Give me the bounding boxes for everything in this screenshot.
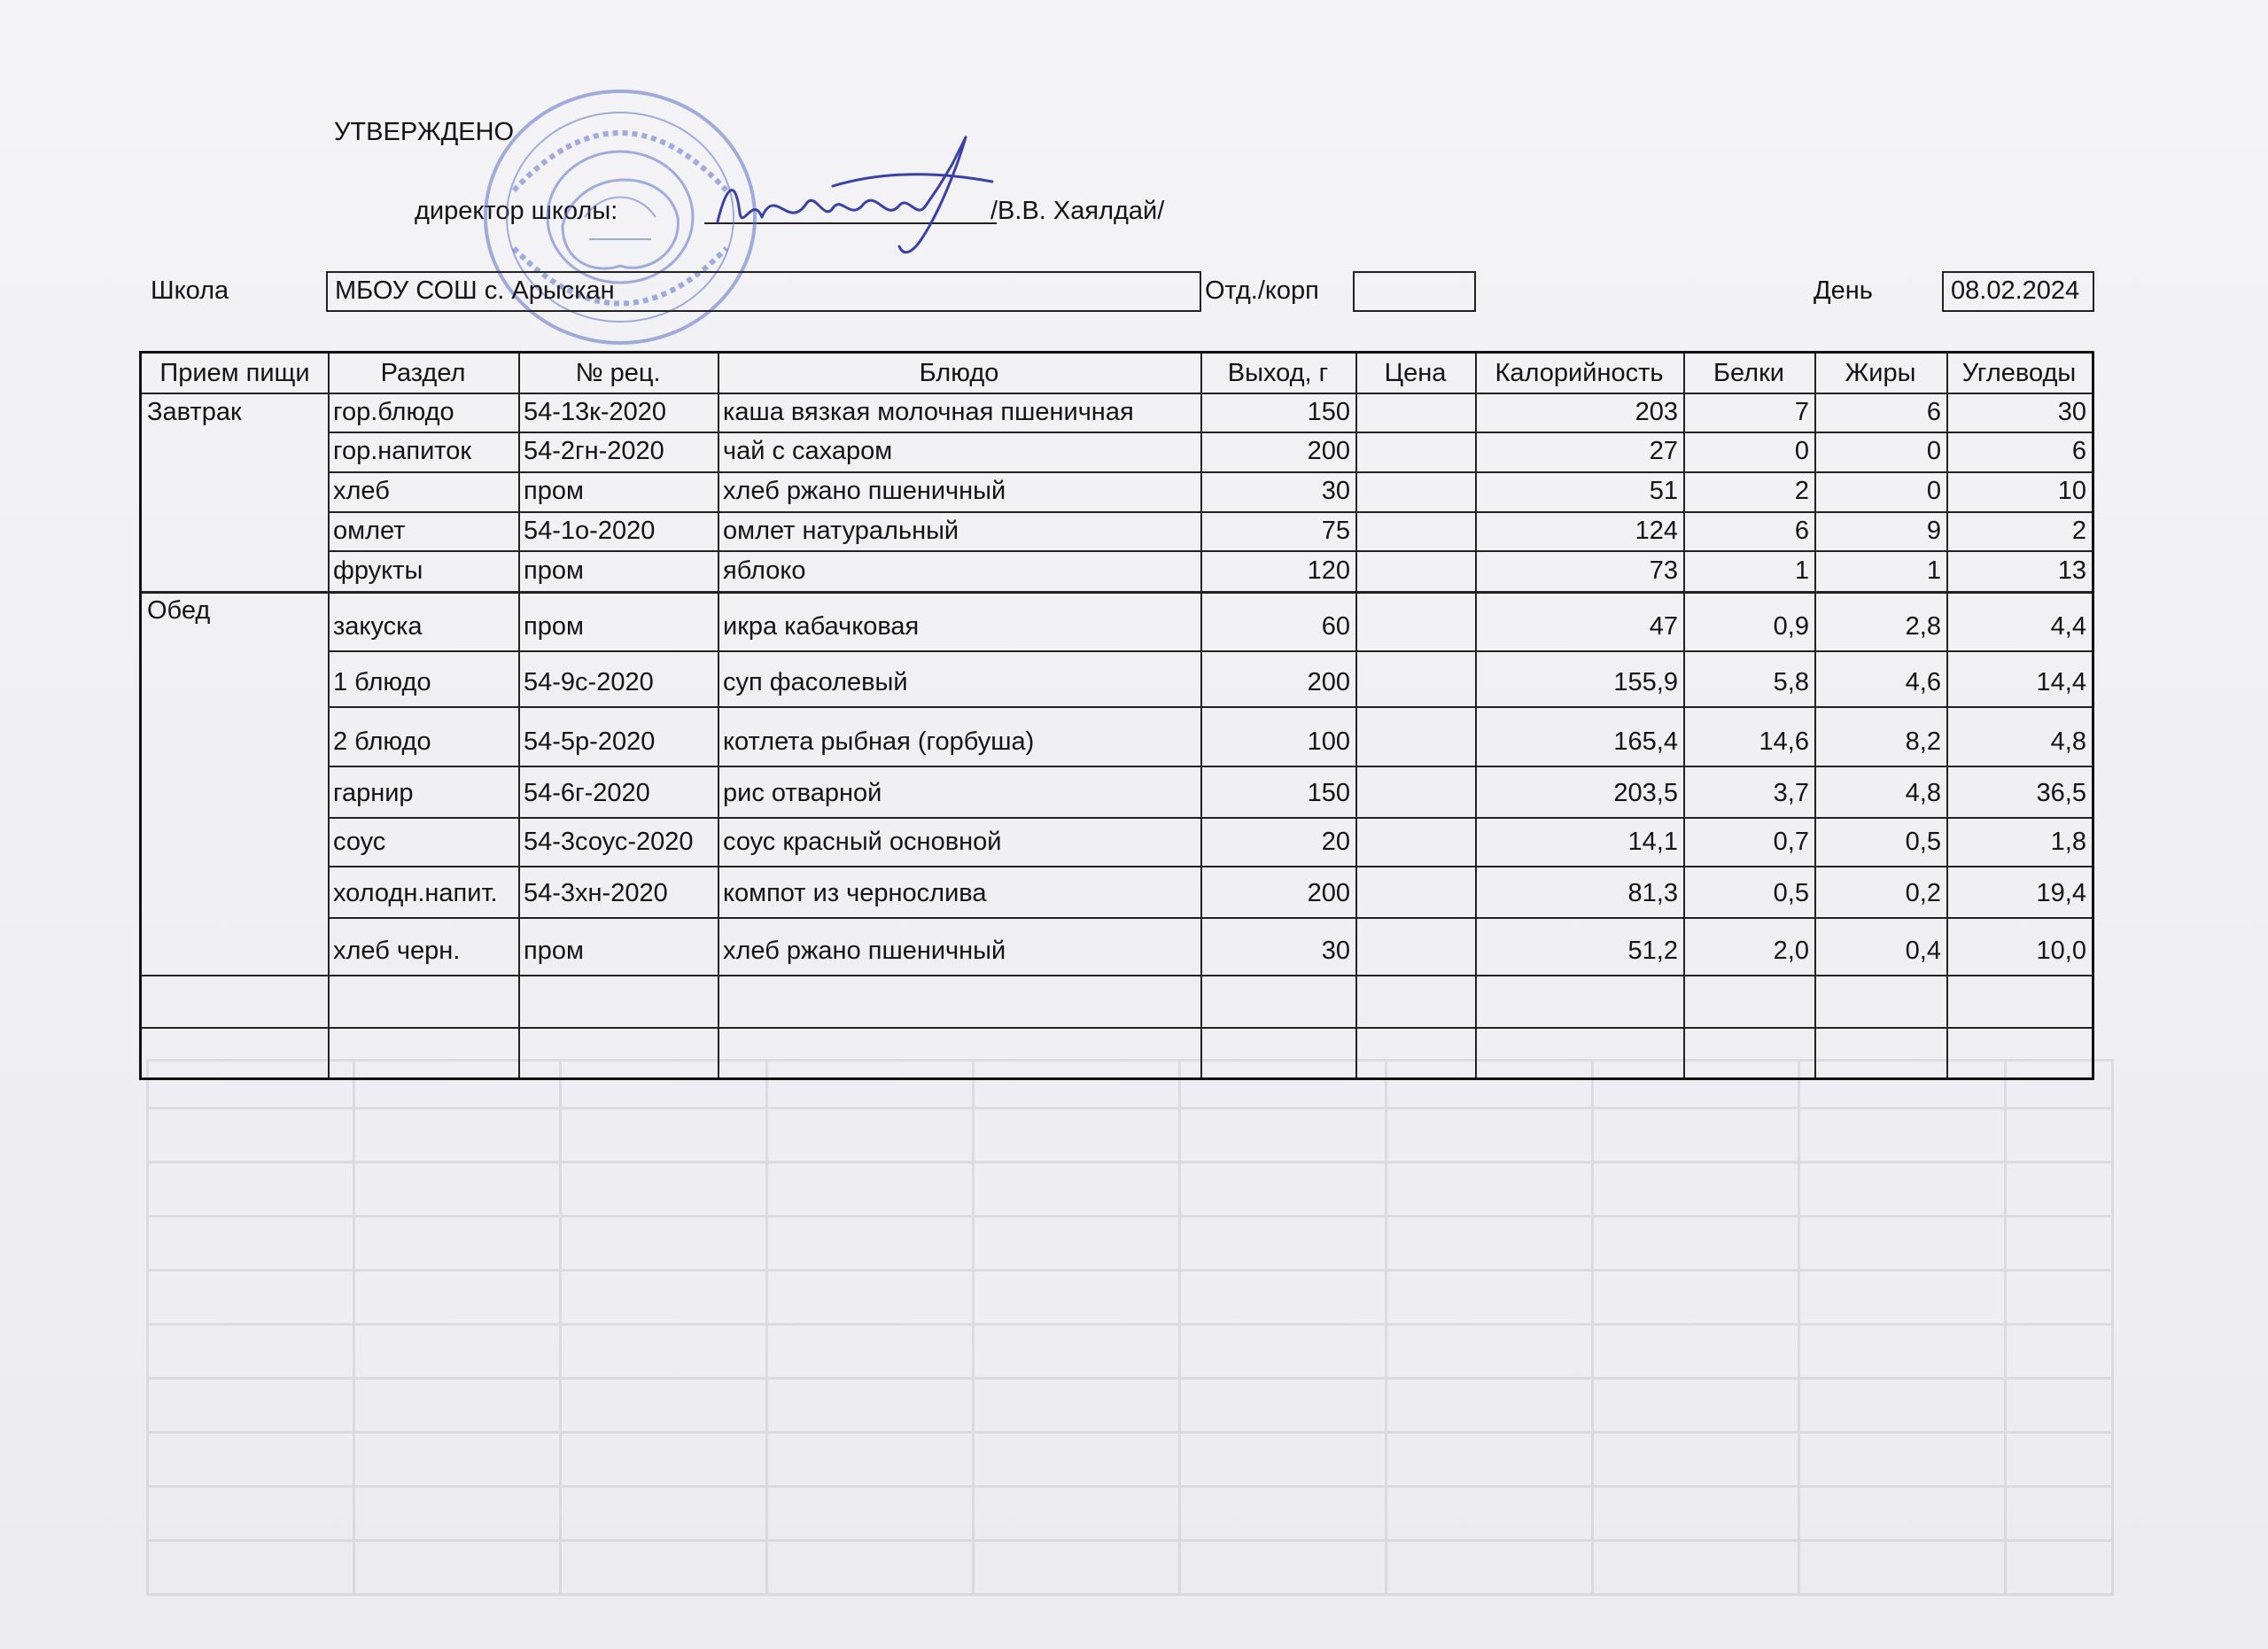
cell-weight: 200 <box>1307 879 1350 907</box>
cell-fat: 0 <box>1926 437 1941 465</box>
cell-carbs: 4,8 <box>2050 727 2086 756</box>
cell-protein: 6 <box>1794 517 1809 545</box>
cell-carbs: 2 <box>2071 517 2086 545</box>
cell-dish: икра кабачковая <box>723 612 920 641</box>
cell-section <box>328 1027 518 1077</box>
cell-kcal: 165,4 <box>1613 727 1678 756</box>
cell-protein: 7 <box>1794 398 1809 426</box>
cell-carbs: 13 <box>2057 556 2086 585</box>
cell-kcal: 81,3 <box>1627 879 1678 907</box>
cell-dish: омлет натуральный <box>723 517 959 545</box>
cell-weight: 30 <box>1321 937 1350 965</box>
cell-section: соус <box>333 828 386 856</box>
cell-meal <box>142 975 328 1027</box>
handwritten-signature-icon <box>700 133 1019 266</box>
cell-dish <box>718 975 1200 1027</box>
column-header-kcal: Калорийность <box>1495 359 1664 387</box>
cell-meal <box>142 650 328 706</box>
cell-fat: 0,5 <box>1905 828 1941 856</box>
cell-protein <box>1683 1027 1814 1077</box>
cell-meal: Обед <box>147 596 211 625</box>
cell-recipe: 54-1о-2020 <box>524 517 656 545</box>
cell-kcal: 73 <box>1649 556 1678 585</box>
column-header-protein: Белки <box>1713 359 1784 387</box>
cell-carbs: 30 <box>2057 398 2086 426</box>
cell-carbs: 6 <box>2071 437 2086 465</box>
cell-fat <box>1814 1027 1946 1077</box>
cell-section: гор.напиток <box>333 437 472 465</box>
cell-price <box>1355 817 1475 866</box>
cell-recipe <box>518 975 718 1027</box>
cell-fat: 4,8 <box>1905 779 1941 807</box>
cell-fat: 6 <box>1926 398 1941 426</box>
cell-price <box>1355 393 1475 432</box>
cell-price <box>1355 650 1475 706</box>
cell-fat <box>1814 975 1946 1027</box>
cell-meal <box>142 471 328 511</box>
cell-fat: 2,8 <box>1905 612 1941 641</box>
column-header-weight: Выход, г <box>1227 359 1329 387</box>
column-header-meal: Прием пищи <box>159 359 310 387</box>
cell-weight: 200 <box>1307 668 1350 696</box>
cell-carbs: 4,4 <box>2050 612 2086 641</box>
cell-recipe: пром <box>524 937 584 965</box>
cell-protein: 1 <box>1794 556 1809 585</box>
column-header-dish: Блюдо <box>919 359 999 387</box>
cell-kcal: 51,2 <box>1627 937 1678 965</box>
cell-kcal: 155,9 <box>1613 668 1678 696</box>
cell-weight: 120 <box>1307 556 1350 585</box>
column-header-price: Цена <box>1384 359 1447 387</box>
branch-field <box>1353 271 1476 312</box>
cell-weight: 100 <box>1307 727 1350 756</box>
cell-dish: хлеб ржано пшеничный <box>723 477 1006 505</box>
cell-protein: 0,5 <box>1773 879 1809 907</box>
cell-price <box>1355 866 1475 917</box>
cell-meal <box>142 432 328 471</box>
cell-price <box>1355 550 1475 591</box>
cell-section: хлеб черн. <box>333 937 461 965</box>
day-label: День <box>1814 276 1873 305</box>
cell-meal <box>142 817 328 866</box>
cell-kcal <box>1475 975 1683 1027</box>
cell-dish: компот из чернослива <box>723 879 987 907</box>
director-name: /В.В. Хаялдай/ <box>990 197 1165 225</box>
cell-kcal: 203,5 <box>1613 779 1678 807</box>
cell-recipe: 54-9с-2020 <box>524 668 654 696</box>
branch-label: Отд./корп <box>1205 276 1319 305</box>
cell-weight: 30 <box>1321 477 1350 505</box>
cell-recipe <box>518 1027 718 1077</box>
cell-protein: 3,7 <box>1773 779 1809 807</box>
cell-section: холодн.напит. <box>333 879 498 907</box>
cell-carbs: 36,5 <box>2036 779 2086 807</box>
cell-protein: 0,9 <box>1773 612 1809 641</box>
cell-meal: Завтрак <box>147 398 242 426</box>
director-label: директор школы: <box>415 197 618 225</box>
day-field: 08.02.2024 <box>1942 271 2094 312</box>
cell-dish: чай с сахаром <box>723 437 893 465</box>
cell-carbs: 10 <box>2057 477 2086 505</box>
cell-recipe: 54-2гн-2020 <box>524 437 664 465</box>
cell-weight <box>1200 975 1355 1027</box>
cell-weight: 200 <box>1307 437 1350 465</box>
cell-dish: хлеб ржано пшеничный <box>723 937 1006 965</box>
cell-weight: 150 <box>1307 779 1350 807</box>
cell-fat: 4,6 <box>1905 668 1941 696</box>
cell-fat: 1 <box>1926 556 1941 585</box>
cell-kcal: 51 <box>1649 477 1678 505</box>
cell-dish <box>718 1027 1200 1077</box>
cell-meal <box>142 1027 328 1077</box>
cell-meal <box>142 550 328 591</box>
cell-carbs: 1,8 <box>2050 828 2086 856</box>
cell-protein: 0,7 <box>1773 828 1809 856</box>
cell-price <box>1355 706 1475 766</box>
approved-label: УТВЕРЖДЕНО <box>334 118 515 146</box>
school-label: Школа <box>151 276 229 305</box>
cell-price <box>1355 432 1475 471</box>
cell-fat: 0,4 <box>1905 937 1941 965</box>
cell-dish: каша вязкая молочная пшеничная <box>723 398 1134 426</box>
school-field: МБОУ СОШ с. Арыскан <box>326 271 1201 312</box>
cell-weight <box>1200 1027 1355 1077</box>
cell-weight: 20 <box>1321 828 1350 856</box>
cell-section: гарнир <box>333 779 414 807</box>
cell-protein: 0 <box>1794 437 1809 465</box>
cell-protein: 5,8 <box>1773 668 1809 696</box>
cell-section: 2 блюдо <box>333 727 431 756</box>
cell-kcal: 27 <box>1649 437 1678 465</box>
cell-price <box>1355 471 1475 511</box>
cell-meal <box>142 511 328 550</box>
column-header-fat: Жиры <box>1845 359 1916 387</box>
cell-section <box>328 975 518 1027</box>
cell-recipe: пром <box>524 556 584 585</box>
cell-fat: 8,2 <box>1905 727 1941 756</box>
cell-recipe: 54-3соус-2020 <box>524 828 694 856</box>
column-header-carbs: Углеводы <box>1961 359 2077 387</box>
cell-dish: суп фасолевый <box>723 668 908 696</box>
cell-section: омлет <box>333 517 406 545</box>
cell-meal <box>142 866 328 917</box>
cell-price <box>1355 511 1475 550</box>
cell-recipe: 54-3хн-2020 <box>524 879 668 907</box>
cell-protein: 2,0 <box>1773 937 1809 965</box>
cell-carbs <box>1946 1027 2092 1077</box>
cell-price <box>1355 1027 1475 1077</box>
cell-weight: 150 <box>1307 398 1350 426</box>
cell-recipe: пром <box>524 477 584 505</box>
cell-dish: рис отварной <box>723 779 882 807</box>
cell-meal <box>142 706 328 766</box>
cell-section: закуска <box>333 612 423 641</box>
cell-price <box>1355 975 1475 1027</box>
cell-recipe: 54-6г-2020 <box>524 779 650 807</box>
cell-dish: яблоко <box>723 556 806 585</box>
cell-fat: 0 <box>1926 477 1941 505</box>
cell-price <box>1355 591 1475 650</box>
cell-protein: 2 <box>1794 477 1809 505</box>
cell-recipe: 54-5р-2020 <box>524 727 656 756</box>
cell-carbs: 14,4 <box>2036 668 2086 696</box>
menu-table <box>139 351 2094 1080</box>
cell-price <box>1355 766 1475 817</box>
cell-carbs: 19,4 <box>2036 879 2086 907</box>
column-header-section: Раздел <box>380 359 466 387</box>
cell-dish: соус красный основной <box>723 828 1002 856</box>
cell-kcal: 203 <box>1635 398 1678 426</box>
cell-fat: 9 <box>1926 517 1941 545</box>
cell-dish: котлета рыбная (горбуша) <box>723 727 1035 756</box>
cell-protein: 14,6 <box>1759 727 1809 756</box>
bleed-through-shadow <box>146 1059 2114 1596</box>
cell-weight: 75 <box>1321 517 1350 545</box>
cell-weight: 60 <box>1321 612 1350 641</box>
cell-kcal <box>1475 1027 1683 1077</box>
column-header-recipe: № рец. <box>575 359 661 387</box>
cell-price <box>1355 917 1475 975</box>
cell-recipe: пром <box>524 612 584 641</box>
cell-section: 1 блюдо <box>333 668 431 696</box>
cell-carbs: 10,0 <box>2036 937 2086 965</box>
cell-protein <box>1683 975 1814 1027</box>
cell-kcal: 124 <box>1635 517 1678 545</box>
cell-meal <box>142 766 328 817</box>
cell-section: гор.блюдо <box>333 398 454 426</box>
cell-kcal: 14,1 <box>1627 828 1678 856</box>
cell-carbs <box>1946 975 2092 1027</box>
cell-recipe: 54-13к-2020 <box>524 398 667 426</box>
cell-section: фрукты <box>333 556 423 585</box>
cell-kcal: 47 <box>1649 612 1678 641</box>
cell-section: хлеб <box>333 477 390 505</box>
cell-fat: 0,2 <box>1905 879 1941 907</box>
cell-meal <box>142 917 328 975</box>
